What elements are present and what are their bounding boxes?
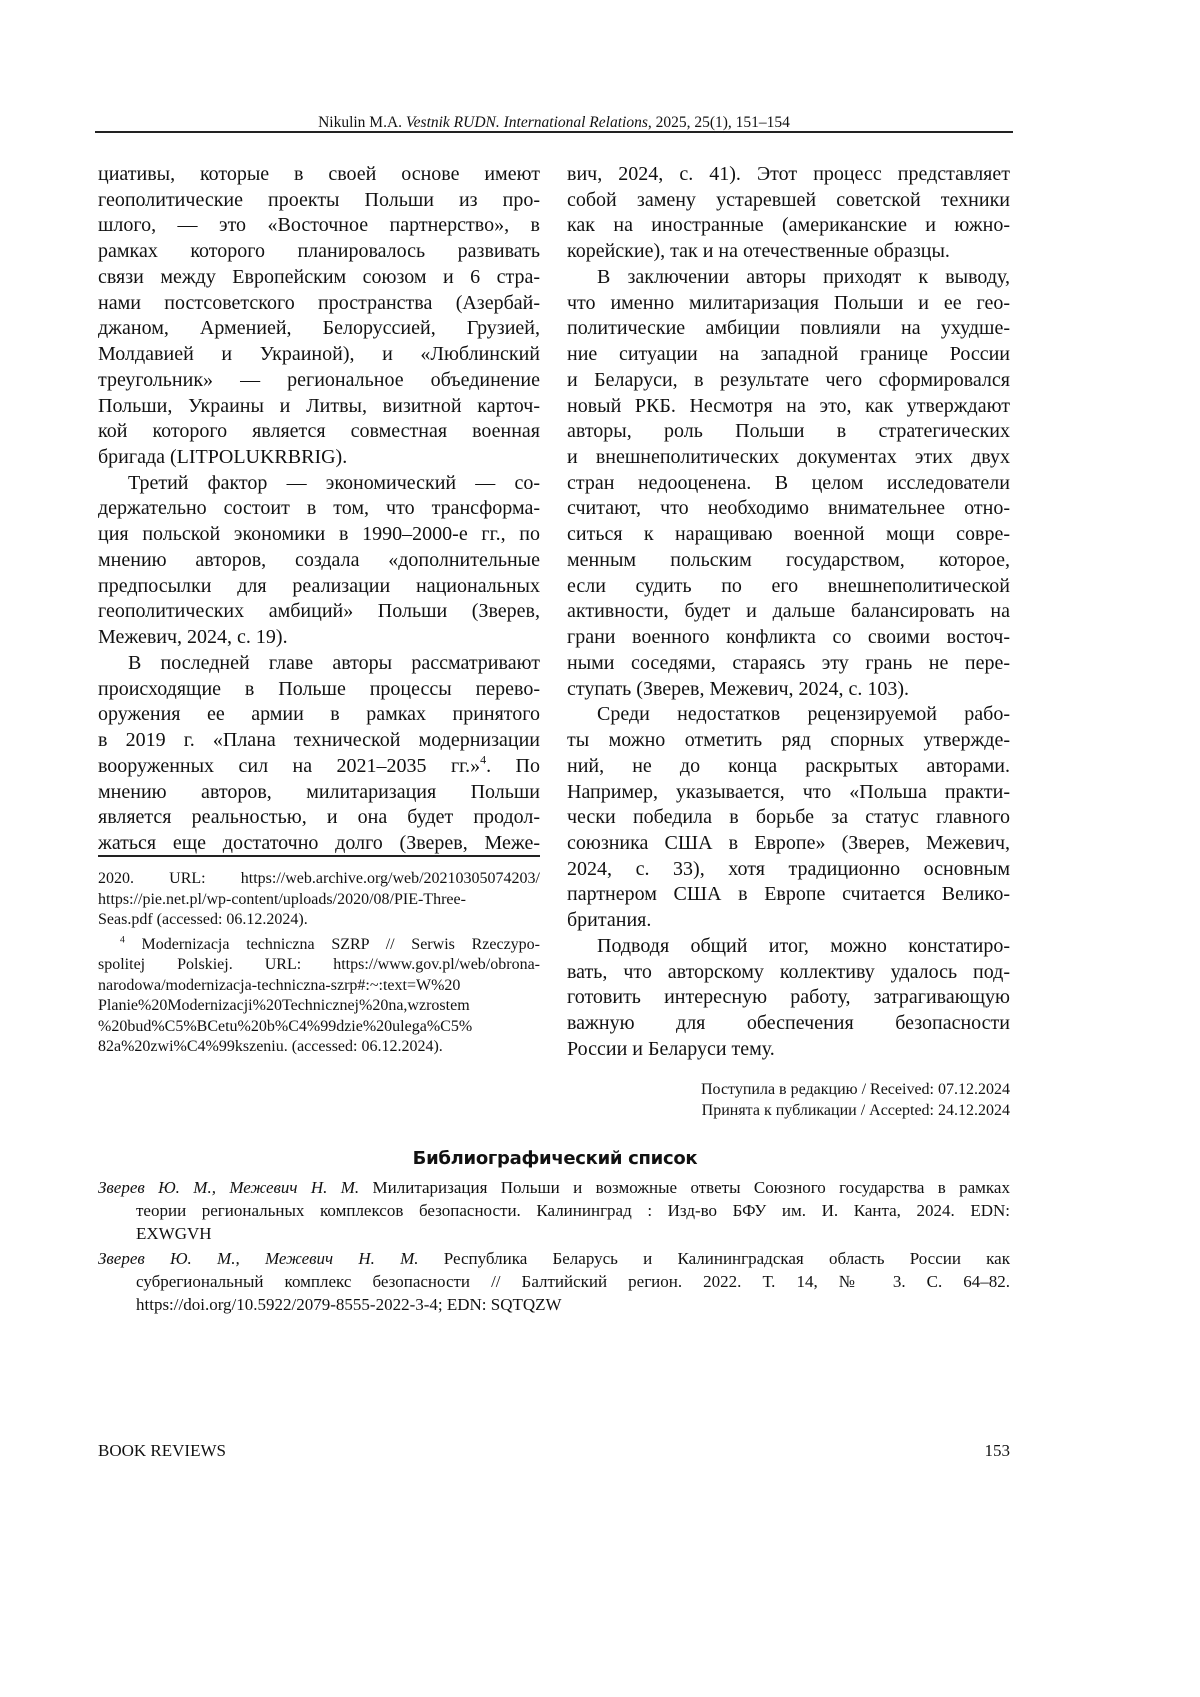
footer-section: BOOK REVIEWS [98,1441,226,1461]
footnote-rule [98,855,540,857]
reference-authors: Зверев Ю. М., Межевич Н. М. [98,1178,359,1197]
footnote-text: 82a%20zwi%C4%99kszeniu. (accessed: 06.12.2024). [98,1038,443,1055]
text-line: стран недооценена. В целом исследователи [567,471,1010,495]
reference-line [136,1200,1010,1222]
text-line: нами постсоветского пространства (Азербай- [98,291,540,315]
text-line: Подводя общий итог, можно констатиро- [597,934,1010,958]
text-line: циативы, которые в своей основе имеют [98,162,540,186]
footnote-line [98,1037,540,1056]
text-line: ция польской экономики в 1990–2000-е гг., по [98,522,540,546]
text-line: вич, 2024, с. 41). Этот процесс представляет [567,162,1010,186]
accepted-date: Принята к публикации / Accepted: 24.12.2024 [702,1102,1010,1120]
text-line: ний, не до конца раскрытых авторами. [567,754,1010,778]
header-author: Nikulin M.A. [318,114,402,131]
text-line: ситься к наращиваю военной мощи совре- [567,522,1010,546]
footnote-text: Planie%20Modernizacji%20Technicznej%20na,wzrostem [98,997,470,1014]
reference-line [98,1177,1010,1199]
text-segment: вооруженных сил на 2021–2035 гг.» [98,755,480,777]
text-line: предпосылки для реализации национальных [98,574,540,598]
reference-text: https://doi.org/10.5922/2079-8555-2022-3-4; EDN: SQTQZW [136,1295,562,1314]
text-line: мнению авторов, создала «дополнительные [98,548,540,572]
page-number: 153 [985,1441,1011,1461]
text-line: происходящие в Польше процессы перево- [98,677,540,701]
text-line: союзника США в Европе» (Зверев, Межевич, [567,831,1010,855]
footnote-marker: 4 [120,934,125,945]
text-line [98,754,540,778]
text-line: как на иностранные (американские и южно- [567,213,1010,237]
text-line: корейские), так и на отечественные образцы. [567,239,1010,263]
text-line: если судить по его внешнеполитической [567,574,1010,598]
header-journal: Vestnik RUDN. International Relations [406,114,648,131]
running-header [0,114,1108,132]
reference-text: Республика Беларусь и Калининградская область России как [419,1249,1010,1268]
text-line: Например, указывается, что «Польша практи- [567,780,1010,804]
text-line: ние ситуации на западной границе России [567,342,1010,366]
reference-line [98,1248,1010,1270]
text-line: джаном, Арменией, Белоруссией, Грузией, [98,316,540,340]
text-line: бригада (LITPOLUKRBRIG). [98,445,540,469]
text-line: что именно милитаризация Польши и ее гео- [567,291,1010,315]
footnote-ref: 4 [480,752,486,766]
text-line: ными соседями, стараясь эту грань не пере- [567,651,1010,675]
text-line: авторы, роль Польши в стратегических [567,419,1010,443]
reference-authors: Зверев Ю. М., Межевич Н. М. [98,1249,419,1268]
footnote-text: Seas.pdf (accessed: 06.12.2024). [98,911,308,928]
reference-line [136,1271,1010,1293]
footnote-line [98,890,540,909]
reference-line [136,1223,1010,1245]
text-line: менным польским государством, которое, [567,548,1010,572]
footnote-line [98,976,540,995]
text-line: готовить интересную работу, затрагивающую [567,985,1010,1009]
footnote-text: spolitej Polskiej. URL: https://www.gov.pl/web/obrona- [98,956,540,973]
reference-text: субрегиональный комплекс безопасности // Балтийский регион. 2022. Т. 14, № 3. С. 64–82. [136,1272,1010,1291]
reference-text: теории региональных комплексов безопасности. Калининград : Изд-во БФУ им. И. Канта, 2024. EDN: [136,1201,1010,1220]
text-line: чески победила в борьбе за статус главного [567,805,1010,829]
text-line: связи между Европейским союзом и 6 стра- [98,265,540,289]
text-line: Среди недостатков рецензируемой рабо- [597,702,1010,726]
reference-text: Милитаризация Польши и возможные ответы Союзного государства в рамках [359,1178,1010,1197]
text-line: Польши, Украины и Литвы, визитной карточ- [98,394,540,418]
text-line: В заключении авторы приходят к выводу, [597,265,1010,289]
text-line: 2024, с. 33), хотя традиционно основным [567,857,1010,881]
text-line: считают, что необходимо внимательнее отно- [567,496,1010,520]
text-line: мнению авторов, милитаризация Польши [98,780,540,804]
text-line: треугольник» — региональное объединение [98,368,540,392]
text-line: собой замену устаревшей советской техники [567,188,1010,212]
text-line: новый РКБ. Несмотря на это, как утверждают [567,394,1010,418]
text-line: Третий фактор — экономический — со- [128,471,540,495]
footnote-text: 2020. URL: https://web.archive.org/web/20210305074203/ [98,870,540,887]
text-line: ты можно отметить ряд спорных утвержде- [567,728,1010,752]
text-line: шлого, — это «Восточное партнерство», в [98,213,540,237]
text-line: политические амбиции повлияли на ухудше- [567,316,1010,340]
footnote-line [98,869,540,888]
header-rule [95,131,1013,133]
text-segment: . По [486,755,540,777]
bibliography-title: Библиографический список [0,1148,1110,1169]
text-line: партнером США в Европе считается Велико- [567,882,1010,906]
text-line: вать, что авторскому коллективу удалось под- [567,960,1010,984]
footnote-text: %20bud%C5%BCetu%20b%C4%99dzie%20ulega%C5% [98,1018,472,1035]
text-line: геополитические проекты Польши из про- [98,188,540,212]
text-line: кой которого является совместная военная [98,419,540,443]
text-line: Межевич, 2024, с. 19). [98,625,540,649]
text-line: является реальностью, и она будет продол- [98,805,540,829]
text-line: геополитических амбиций» Польши (Зверев, [98,599,540,623]
footnote-text: narodowa/modernizacja-techniczna-szrp#:~:text=W%20 [98,977,460,994]
reference-text: EXWGVH [136,1224,212,1243]
text-line: держательно состоит в том, что трансформа- [98,496,540,520]
text-line: грани военного конфликта со своими восточ- [567,625,1010,649]
text-line: жаться еще достаточно долго (Зверев, Меже- [98,831,540,855]
text-line: России и Беларуси тему. [567,1037,1010,1061]
footnote-line [98,910,540,929]
footnote-line [98,1017,540,1036]
footnote-line [98,955,540,974]
footnote-text: https://pie.net.pl/wp-content/uploads/2020/08/PIE-Three- [98,891,466,908]
text-line: активности, будет и дальше балансировать на [567,599,1010,623]
text-line: В последней главе авторы рассматривают [128,651,540,675]
text-line: и Беларуси, в результате чего сформировался [567,368,1010,392]
text-line: важную для обеспечения безопасности [567,1011,1010,1035]
reference-line [136,1294,1010,1316]
footnote-text: Modernizacja techniczna SZRP // Serwis Rzeczypo- [125,936,540,953]
text-line: ступать (Зверев, Межевич, 2024, с. 103). [567,677,1010,701]
text-line: оружения ее армии в рамках принятого [98,702,540,726]
header-details: , 2025, 25(1), 151–154 [648,114,790,131]
text-line: и внешнеполитических документах этих двух [567,445,1010,469]
footnote-line [98,996,540,1015]
text-line: рамках которого планировалось развивать [98,239,540,263]
text-line: Молдавией и Украиной), и «Люблинский [98,342,540,366]
text-line: в 2019 г. «Плана технической модернизации [98,728,540,752]
received-date: Поступила в редакцию / Received: 07.12.2024 [701,1081,1010,1099]
footnote-line [120,935,540,954]
text-line: британия. [567,908,1010,932]
